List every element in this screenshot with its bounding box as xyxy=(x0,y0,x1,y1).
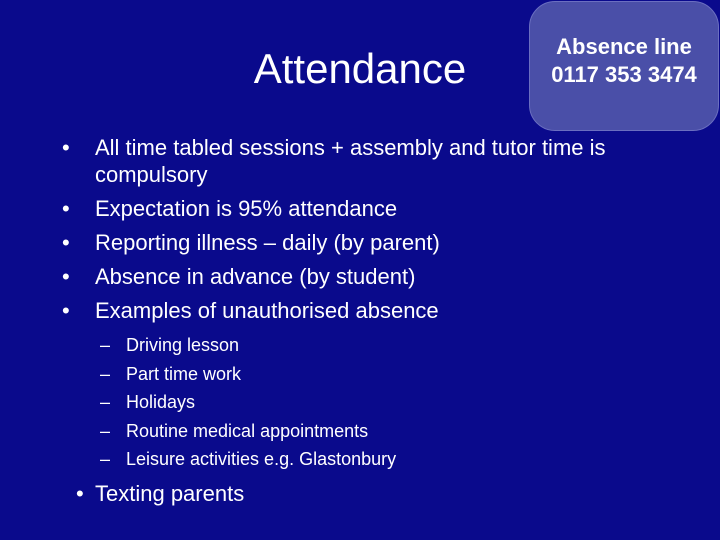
absence-line-callout xyxy=(529,1,719,131)
sub-bullet-text: Leisure activities e.g. Glastonbury xyxy=(126,449,397,469)
sub-bullet-dash: – xyxy=(100,420,111,441)
bullet-text: Absence in advance (by student) xyxy=(95,264,416,289)
slide-title: Attendance xyxy=(253,45,467,92)
bullet-item xyxy=(62,263,672,290)
bullet-dot: • xyxy=(62,230,70,255)
sub-bullet-item xyxy=(100,363,520,385)
bullet-dot: • xyxy=(62,298,70,323)
bullet-item xyxy=(62,297,672,324)
main-bullet-list xyxy=(62,134,672,331)
bullet-dot: • xyxy=(76,481,84,506)
sub-bullet-dash: – xyxy=(100,335,111,355)
bullet-text: Examples of unauthorised absence xyxy=(95,298,439,323)
bullet-dot: • xyxy=(62,135,70,160)
bullet-item xyxy=(62,134,672,188)
sub-bullet-item xyxy=(100,334,520,356)
bullet-item xyxy=(62,195,672,222)
sub-bullet-dash: – xyxy=(100,363,111,384)
callout-line-2: 0117 353 3474 xyxy=(551,62,697,87)
bullet-dot: • xyxy=(62,196,70,221)
sub-bullet-item xyxy=(100,420,520,442)
sub-bullet-text: Driving lesson xyxy=(126,335,240,355)
bullet-text: All time tabled sessions + assembly and tutor time is compulsory xyxy=(95,135,606,187)
last-bullet xyxy=(76,480,244,507)
sub-bullet-item xyxy=(100,448,520,470)
bullet-text: Reporting illness – daily (by parent) xyxy=(95,230,440,255)
bullet-text: Expectation is 95% attendance xyxy=(95,196,398,221)
sub-bullet-dash: – xyxy=(100,392,111,412)
sub-bullet-item xyxy=(100,391,520,413)
sub-bullet-text: Holidays xyxy=(126,392,196,412)
sub-bullet-list xyxy=(100,334,520,477)
bullet-dot: • xyxy=(62,264,70,289)
last-bullet-text: Texting parents xyxy=(95,481,245,506)
sub-bullet-text: Part time work xyxy=(126,363,242,384)
callout-line-1: Absence line xyxy=(556,34,692,59)
sub-bullet-text: Routine medical appointments xyxy=(126,420,369,441)
bullet-item xyxy=(62,229,672,256)
sub-bullet-dash: – xyxy=(100,449,111,469)
